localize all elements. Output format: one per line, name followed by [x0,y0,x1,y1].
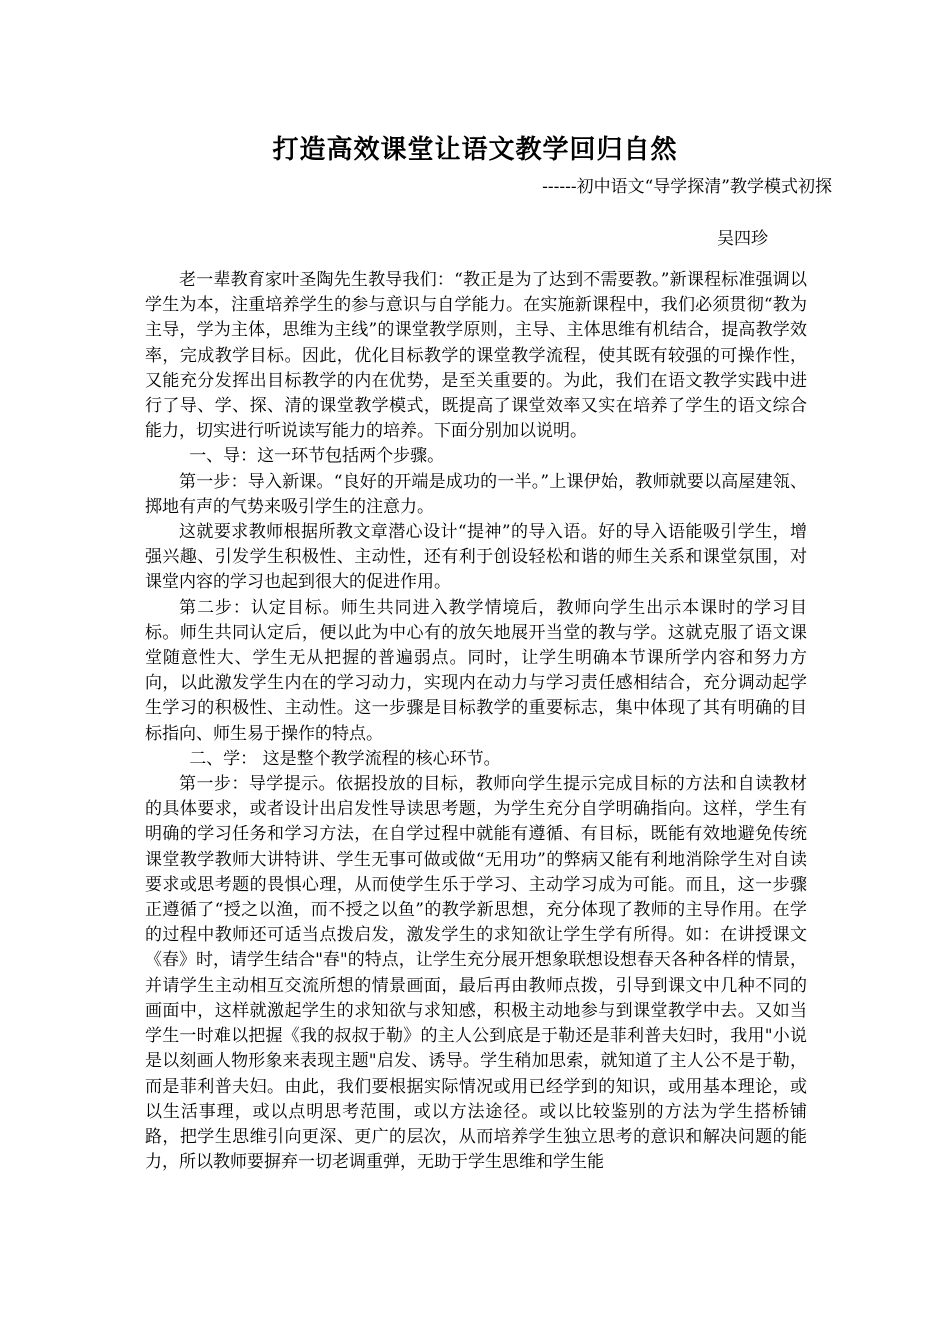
document-title: 打造高效课堂让语文教学回归自然 [272,135,678,165]
section-heading-xue: 二、学： 这是整个教学流程的核心环节。 [189,748,501,769]
paragraph-step-two: 第二步：认定目标。师生共同进入教学情境后，教师向学生出示本课时的学习目标。师生共同认定后，便以此为中心有的放矢地展开当堂的教与学。这就克服了语文课堂随意性大、学生无从把握的普遍弱点。同时，让学生明确本节课所学内容和努力方向，以此激发学生内在的学习动力，实现内在动力与学习责任感相结合，充分调动起学生学习的积极性、主动性。这一步骤是目标教学的重要标志，集中体现了其有明确的目标指向、师生易于操作的特点。 [145,597,807,744]
paragraph-guided-study: 第一步：导学提示。依据投放的目标，教师向学生提示完成目标的方法和自读教材的具体要求，或者设计出启发性导读思考题，为学生充分自学明确指向。这样，学生有明确的学习任务和学习方法，在自学过程中就能有遵循、有目标，既能有效地避免传统课堂教学教师大讲特讲、学生无事可做或做“无用功”的弊病又能有利地消除学生对自读要求或思考题的畏惧心理，从而使学生乐于学习、主动学习成为可能。而且，这一步骤正遵循了“授之以渔，而不授之以鱼”的教学新思想，充分体现了教师的主导作用。在学的过程中教师还可适当点拨启发，激发学生的求知欲让学生学有所得。如：在讲授课文《春》时，请学生结合"春"的特点，让学生充分展开想象联想设想春天各种各样的情景，并请学生主动相互交流所想的情景画面，最后再由教师点拨，引导到课文中几种不同的画面中，这样就激起学生的求知欲与求知感，积极主动地参与到课堂教学中去。又如当学生一时难以把握《我的叔叔于勒》的主人公到底是于勒还是菲利普夫妇时，我用"小说是以刻画人物形象来表现主题"启发、诱导。学生稍加思索，就知道了主人公不是于勒，而是菲利普夫妇。由此，我们要根据实际情况或用已经学到的知识，或用基本理论，或以生活事理，或以点明思考范围，或以方法途径。或以比较鉴别的方法为学生搭桥铺路，把学生思维引向更深、更广的层次，从而培养学生独立思考的意识和解决问题的能力，所以教师要摒弃一切老调重弹，无助于学生思维和学生能 [145,774,807,1173]
document-author: 吴四珍 [717,229,768,249]
paragraph-step-one: 第一步：导入新课。“良好的开端是成功的一半。”上课伊始，教师就要以高屋建瓴、掷地有声的气势来吸引学生的注意力。 [145,471,807,517]
document-subtitle: ------初中语文“导学探清”教学模式初探 [542,177,832,197]
paragraph-intro: 老一辈教育家叶圣陶先生教导我们：“教正是为了达到不需要教。”新课程标准强调以学生为本，注重培养学生的参与意识与自学能力。在实施新课程中，我们必须贯彻“教为主导，学为主体，思维为主线”的课堂教学原则，主导、主体思维有机结合，提高教学效率，完成教学目标。因此，优化目标教学的课堂教学流程，使其既有较强的可操作性，又能充分发挥出目标教学的内在优势，是至关重要的。为此，我们在语文教学实践中进行了导、学、探、清的课堂教学模式，既提高了课堂效率又实在培养了学生的语文综合能力，切实进行听说读写能力的培养。下面分别加以说明。 [145,270,807,442]
paragraph-opening-words: 这就要求教师根据所教文章潜心设计“提神”的导入语。好的导入语能吸引学生，增强兴趣、引发学生积极性、主动性，还有利于创设轻松和谐的师生关系和课堂氛围，对课堂内容的学习也起到很大的促进作用。 [145,522,807,593]
document-body [145,268,807,1175]
section-heading-dao: 一、导：这一环节包括两个步骤。 [189,446,445,467]
